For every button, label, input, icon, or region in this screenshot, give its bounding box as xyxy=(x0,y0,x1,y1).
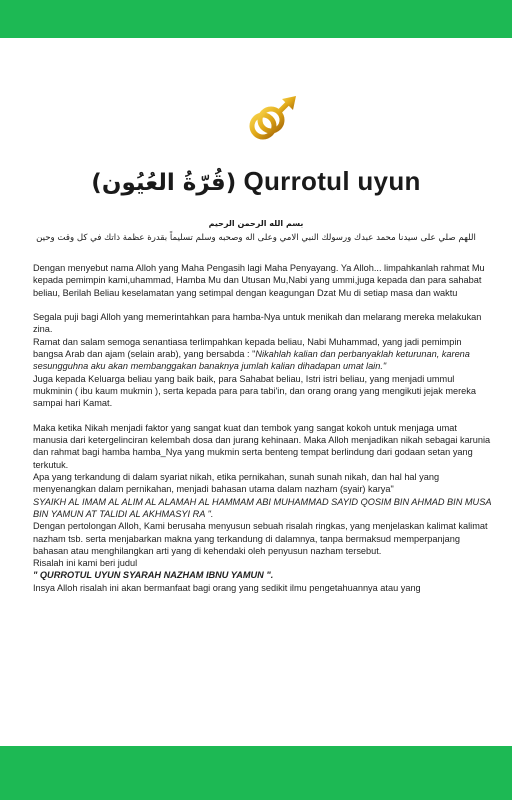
document-title xyxy=(0,166,512,197)
paragraph: Maka ketika Nikah menjadi faktor yang sangat kuat dan tembok yang sangat kokoh untuk menjaga umat manusia dari ketergelinciran kelembah dosa dan jurang kehinaan. Maka Alloh menjadikan nikah sebagai karunia dan rahmat bagi hamba hamba_Nya yang mukmin serta benteng tempat berlindung dari godaan setan yang terkutuk. xyxy=(33,422,491,470)
document-page xyxy=(0,38,512,746)
paragraph: Risalah ini kami beri judul xyxy=(33,558,138,569)
author-name: SYAIKH AL IMAM AL ALIM AL ALAMAH AL HAMMAM ABI MUHAMMAD SAYID QOSIM BIN AHMAD BIN MUSA BIN YAMUN AT TALIDI AL AKHMASYI RA ". xyxy=(33,496,492,519)
document-body xyxy=(33,262,493,594)
mars-venus-symbol-icon xyxy=(238,96,300,158)
basmalah: بسم الله الرحمن الرحيم xyxy=(208,219,304,228)
paragraph-text: Apa yang terkandung di dalam syariat nikah, etika pernikahan, sunah sunah nikah, dan hal hal yang menyenangkan dalam pernikahan, menjadi bahasan utama dalam nazham (syair) karya" xyxy=(33,472,440,495)
opening-prayer: اللهم صلي على سيدنا محمد عبدك ورسولك النبي الامي وعلى اله وصحبه وسلم تسليماً بقدرة عظمة ذاتك في كل وقت وحين xyxy=(36,233,476,243)
paragraph: Dengan pertolongan Alloh, Kami berusaha menyusun sebuah risalah ringkas, yang menjelaskan kalimat kalimat nazham tsb. serta menjabarkan makna yang terkandung di dalamnya, tanpa bermaksud memperpanjang bahasan atau menghilangkan arti yang di kehendaki oleh penyusun nazham tersebut. xyxy=(33,521,488,556)
paragraph: Insya Alloh risalah ini akan bermanfaat bagi orang yang sedikit ilmu pengetahuannya atau yang xyxy=(33,582,421,593)
paragraph xyxy=(33,471,493,520)
title-arabic: (قُرّةُ العُيُون) xyxy=(91,170,237,196)
risalah-title: " QURROTUL UYUN SYARAH NAZHAM IBNU YAMUN ". xyxy=(33,570,274,581)
title-latin: Qurrotul uyun xyxy=(243,166,421,196)
paragraph: Juga kepada Keluarga beliau yang baik baik, para Sahabat beliau, Istri istri beliau, yang menjadi ummul mukminin ( ibu kaum mukmin ), serta kepada para para tabi'in, dan orang orang yang mengikuti jejak mereka sampai hari Kamat. xyxy=(33,373,476,409)
top-green-bar xyxy=(0,0,512,38)
paragraph xyxy=(33,336,493,373)
hadith-quote: Nikahlah kalian dan perbanyaklah keturunan, karena sesungguhna aku akan membanggakan banaknya jumlah kalian dihadapan umat lain." xyxy=(33,349,470,372)
bottom-green-bar xyxy=(0,746,512,800)
paragraph: Segala puji bagi Alloh yang memerintahkan para hamba-Nya untuk menikah dan melarang mereka melakukan zina. xyxy=(33,312,482,335)
paragraph-text: Ramat dan salam semoga senantiasa terlimpahkan kepada beliau, Nabi Muhammad, yang jadi pemimpin bangsa Arab dan ajam (selain arab), yang bersabda : " xyxy=(33,336,462,360)
paragraph: Dengan menyebut nama Alloh yang Maha Pengasih lagi Maha Penyayang. Ya Alloh... limpahkanlah rahmat Mu kepada pemimpin kami,uhammad, Hamba Mu dan Utusan Mu,Nabi yang ummi,juga kepada dan para sahabat beliau, Berilah Beliau keselamatan yang setimpal dengan keagungan Dzat Mu di setiap masa dan waktu xyxy=(33,263,485,298)
